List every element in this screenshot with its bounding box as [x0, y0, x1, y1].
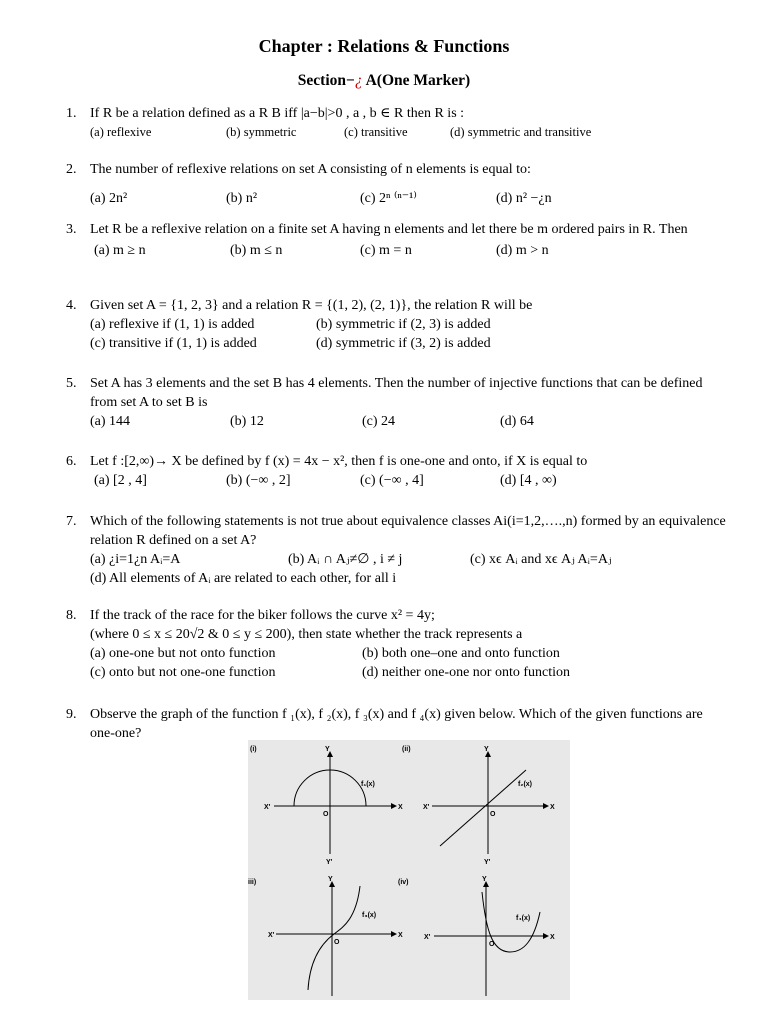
option-c: (c) xϵ Aᵢ and xϵ Aⱼ Aᵢ=Aⱼ [470, 552, 612, 567]
options-row [90, 663, 726, 682]
origin-label: O [334, 939, 340, 946]
y-label: Y [484, 746, 489, 753]
options-row [90, 471, 726, 490]
option-d: (d) symmetric if (3, 2) is added [316, 336, 491, 351]
question-number: 2. [66, 162, 77, 177]
question-text: Which of the following statements is not true about equivalence classes Ai(i=1,2,….,n) formed by an equivalence relation R defined on a set A? [90, 514, 726, 548]
option-b: (b) n² [226, 191, 258, 206]
fn-label: f₁(x) [361, 781, 375, 788]
options-row [90, 241, 726, 260]
question-text: Let f :[2,∞)→ X be defined by f (x) = 4x − x², then f is one-one and onto, if X is equal to [90, 454, 588, 469]
question-text: The number of reflexive relations on set A consisting of n elements is equal to: [90, 162, 531, 177]
option-b: (b) m ≤ n [230, 243, 283, 258]
y-label: Y [328, 876, 333, 883]
option-a: (a) one-one but not onto function [90, 646, 276, 661]
y-label: Y [482, 876, 487, 883]
x-label: X [550, 804, 555, 811]
option-c: (c) 2ⁿ ⁽ⁿ⁻¹⁾ [360, 191, 417, 206]
question-text: Let R be a reflexive relation on a finite set A having n elements and let there be m ordered pairs in R. Then [90, 222, 688, 237]
option-a: (a) reflexive if (1, 1) is added [90, 317, 255, 332]
x-prime-label: X' [424, 934, 431, 941]
question-6 [66, 452, 726, 492]
option-a: (a) m ≥ n [94, 243, 146, 258]
option-d: (d) n² −¿n [496, 191, 552, 206]
option-d: (d) m > n [496, 243, 549, 258]
y-label: Y [325, 746, 330, 753]
options-row [90, 550, 726, 569]
origin-label: O [490, 811, 496, 818]
options-row [90, 569, 726, 588]
fn-label: f₃(x) [362, 912, 377, 919]
option-a: (a) [2 , 4] [94, 473, 147, 488]
question-number: 3. [66, 222, 77, 237]
option-c: (c) 24 [362, 414, 396, 429]
option-a: (a) reflexive [90, 125, 152, 139]
origin-label: O [489, 941, 495, 948]
graph-panel-4 [398, 876, 555, 996]
curve-f2 [440, 770, 526, 846]
graph-panel-1 [250, 746, 403, 866]
option-c: (c) (−∞ , 4] [360, 473, 424, 488]
option-d: (d) [4 , ∞) [500, 473, 557, 488]
option-b: (b) (−∞ , 2] [226, 473, 291, 488]
question-text-2: (where 0 ≤ x ≤ 20√2 & 0 ≤ y ≤ 200), then state whether the track represents a [90, 627, 523, 642]
y-prime-label: Y' [326, 859, 333, 866]
question-number: 9. [66, 707, 77, 722]
option-d: (d) neither one-one nor onto function [362, 665, 570, 680]
question-number: 5. [66, 376, 77, 391]
graphs-figure [248, 740, 570, 1000]
options-row [90, 644, 726, 663]
question-9 [66, 705, 726, 745]
question-text: Set A has 3 elements and the set B has 4 elements. Then the number of injective functions that can be defined from set A to set B is [90, 376, 703, 410]
panel-label: (iv) [398, 879, 409, 886]
option-b: (b) symmetric if (2, 3) is added [316, 317, 491, 332]
options-row [90, 315, 726, 334]
options-row [90, 123, 726, 142]
panel-label: (i) [250, 746, 257, 753]
option-b: (b) Aᵢ ∩ Aⱼ≠∅ , i ≠ j [288, 552, 403, 567]
question-text: Given set A = {1, 2, 3} and a relation R = {(1, 2), (2, 1)}, the relation R will be [90, 298, 533, 313]
question-text: Observe the graph of the function f ₁(x), f ₂(x), f ₃(x) and f ₄(x) given below. Which of the given functions are one-one? [90, 707, 703, 741]
question-2 [66, 160, 726, 208]
options-row [90, 412, 726, 431]
question-8 [66, 606, 726, 686]
question-number: 7. [66, 514, 77, 529]
option-b: (b) 12 [230, 414, 264, 429]
question-4 [66, 296, 726, 356]
graphs-svg [248, 740, 570, 1000]
curve-f3 [308, 886, 360, 990]
x-label: X [398, 932, 403, 939]
options-row [90, 334, 726, 353]
fn-label: f₂(x) [518, 781, 532, 788]
x-prime-label: X' [268, 932, 275, 939]
question-7 [66, 512, 726, 592]
question-1 [66, 104, 726, 144]
option-a: (a) 2n² [90, 191, 128, 206]
x-prime-label: X' [423, 804, 430, 811]
option-b: (b) symmetric [226, 125, 297, 139]
option-c: (c) onto but not one-one function [90, 665, 276, 680]
x-label: X [550, 934, 555, 941]
option-d: (d) All elements of Aᵢ are related to each other, for all i [90, 571, 397, 586]
option-c: (c) m = n [360, 243, 412, 258]
x-label: X [398, 804, 403, 811]
panel-label: iii) [248, 879, 257, 886]
question-text: If R be a relation defined as a R B iff |a−b|>0 , a , b ∈ R then R is : [90, 106, 465, 121]
option-c: (c) transitive [344, 125, 408, 139]
graph-panel-3 [248, 876, 403, 996]
question-text: If the track of the race for the biker follows the curve x² = 4y; [90, 608, 435, 623]
option-b: (b) both one–one and onto function [362, 646, 560, 661]
graph-panel-2 [402, 746, 555, 866]
option-c: (c) transitive if (1, 1) is added [90, 336, 257, 351]
panel-label: (ii) [402, 746, 411, 753]
option-a: (a) ¿i=1¿n Aᵢ=A [90, 552, 181, 567]
x-prime-label: X' [264, 804, 271, 811]
chapter-title: Chapter : Relations & Functions [258, 36, 510, 56]
option-a: (a) 144 [90, 414, 131, 429]
fn-label: f₄(x) [516, 915, 531, 922]
question-5 [66, 374, 726, 434]
question-3 [66, 220, 726, 280]
option-d: (d) 64 [500, 414, 534, 429]
question-number: 1. [66, 106, 77, 121]
section-heading: Section−¿ A(One Marker) [297, 72, 471, 89]
y-prime-label: Y' [484, 859, 491, 866]
question-number: 6. [66, 454, 77, 469]
question-number: 8. [66, 608, 77, 623]
question-number: 4. [66, 298, 77, 313]
origin-label: O [323, 811, 329, 818]
options-row [90, 189, 726, 208]
option-d: (d) symmetric and transitive [450, 125, 592, 139]
